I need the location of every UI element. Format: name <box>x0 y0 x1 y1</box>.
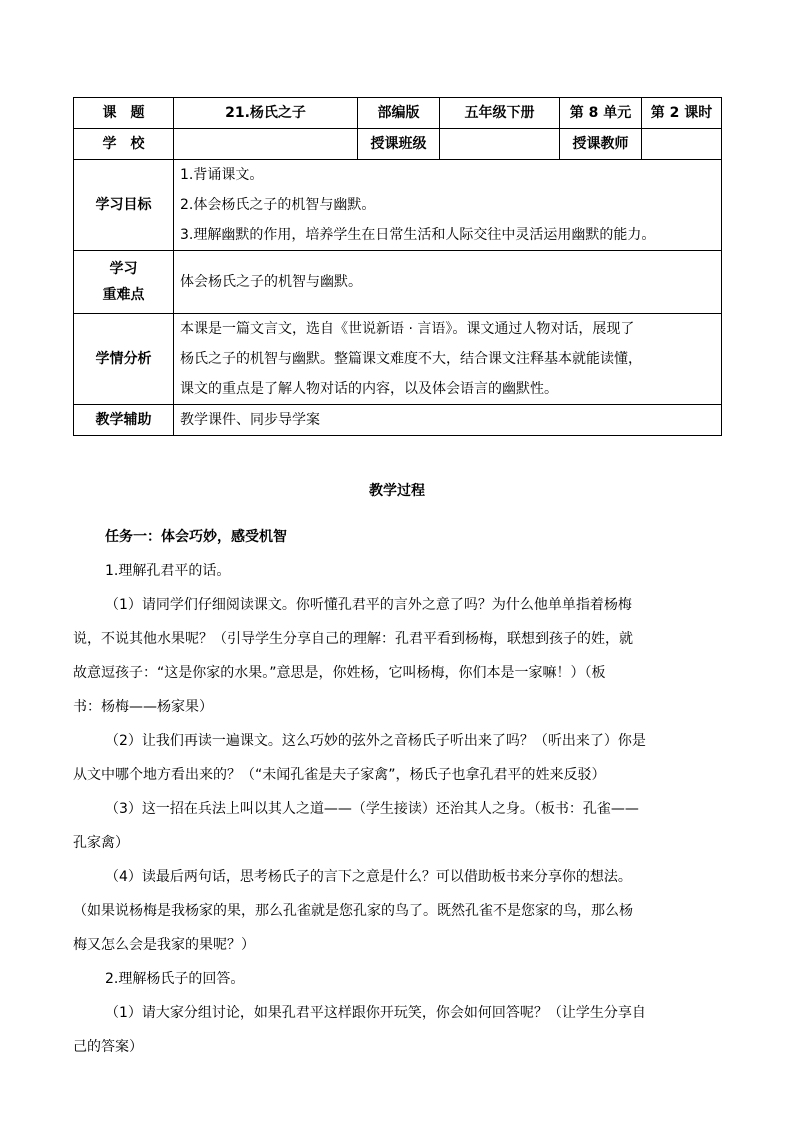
class-value <box>440 129 560 160</box>
aids-row <box>74 405 722 436</box>
teacher-label: 授课教师 <box>560 129 642 160</box>
subheading: 1.理解孔君平的话。 <box>105 563 231 579</box>
paragraph-line: 梅又怎么会是我家的果呢？） <box>73 937 255 953</box>
key-points-content: 体会杨氏之子的机智与幽默。 <box>174 251 722 314</box>
paragraph-line: （1）请大家分组讨论，如果孔君平这样跟你开玩笑，你会如何回答呢？（让学生分享自 <box>105 1005 646 1021</box>
edition: 部编版 <box>358 98 440 129</box>
goals-row <box>74 160 722 251</box>
aids-label: 教学辅助 <box>74 405 174 436</box>
analysis-line: 本课是一篇文言文，选自《世说新语 · 言语》。课文通过人物对话，展现了 <box>180 321 635 337</box>
paragraph-line: 己的答案） <box>73 1039 143 1055</box>
goal-item: 3.理解幽默的作用，培养学生在日常生活和人际交往中灵活运用幽默的能力。 <box>180 227 656 243</box>
paragraph-line: 说，不说其他水果呢？（引导学生分享自己的理解：孔君平看到杨梅，联想到孩子的姓，就 <box>73 631 633 647</box>
grade: 五年级下册 <box>440 98 560 129</box>
lesson-title: 21.杨氏之子 <box>174 98 358 129</box>
lesson-number: 第 2 课时 <box>642 98 722 129</box>
paragraph-line: （如果说杨梅是我杨家的果，那么孔雀就是您孔家的鸟了。既然孔雀不是您家的鸟，那么杨 <box>73 903 633 919</box>
goals-label: 学习目标 <box>74 160 174 251</box>
paragraph-line: （4）读最后两句话，思考杨氏子的言下之意是什么？可以借助板书来分享你的想法。 <box>105 869 632 885</box>
aids-content: 教学课件、同步导学案 <box>174 405 722 436</box>
school-label: 学 校 <box>74 129 174 160</box>
teacher-value <box>642 129 722 160</box>
goals-content <box>174 160 722 251</box>
task-heading: 任务一：体会巧妙，感受机智 <box>105 529 287 545</box>
lesson-row <box>74 98 722 129</box>
topic-label: 课 题 <box>74 98 174 129</box>
goal-item: 2.体会杨氏之子的机智与幽默。 <box>180 197 376 213</box>
paragraph-line: （3）这一招在兵法上叫以其人之道——（学生接读）还治其人之身。（板书：孔雀—— <box>105 801 639 817</box>
goal-item: 1.背诵课文。 <box>180 167 264 183</box>
class-label: 授课班级 <box>358 129 440 160</box>
unit: 第 8 单元 <box>560 98 642 129</box>
paragraph-line: 孔家禽） <box>73 835 129 851</box>
key-points-label <box>74 251 174 314</box>
key-points-label-line1: 学习 <box>109 261 138 277</box>
process-body <box>73 520 721 1064</box>
lesson-info-table <box>73 97 722 436</box>
paragraph-line: 书：杨梅——杨家果） <box>73 699 213 715</box>
process-heading: 教学过程 <box>369 483 425 499</box>
key-points-label-line2: 重难点 <box>102 287 145 303</box>
paragraph-line: （2）让我们再读一遍课文。这么巧妙的弦外之音杨氏子听出来了吗？（听出来了）你是 <box>105 733 646 749</box>
paragraph-line: （1）请同学们仔细阅读课文。你听懂孔君平的言外之意了吗？为什么他单单指着杨梅 <box>105 597 632 613</box>
analysis-row <box>74 314 722 405</box>
analysis-label: 学情分析 <box>74 314 174 405</box>
paragraph-line: 从文中哪个地方看出来的？（“未闻孔雀是夫子家禽”，杨氏子也拿孔君平的姓来反驳） <box>73 767 606 783</box>
school-row <box>74 129 722 160</box>
subheading: 2.理解杨氏子的回答。 <box>105 971 245 987</box>
key-points-row <box>74 251 722 314</box>
analysis-line: 杨氏之子的机智与幽默。整篇课文难度不大，结合课文注释基本就能读懂， <box>180 351 642 367</box>
analysis-content <box>174 314 722 405</box>
school-value <box>174 129 358 160</box>
paragraph-line: 故意逗孩子：“这是你家的水果。”意思是，你姓杨，它叫杨梅，你们本是一家嘛！）（板 <box>73 665 606 681</box>
analysis-line: 课文的重点是了解人物对话的内容，以及体会语言的幽默性。 <box>180 381 558 397</box>
